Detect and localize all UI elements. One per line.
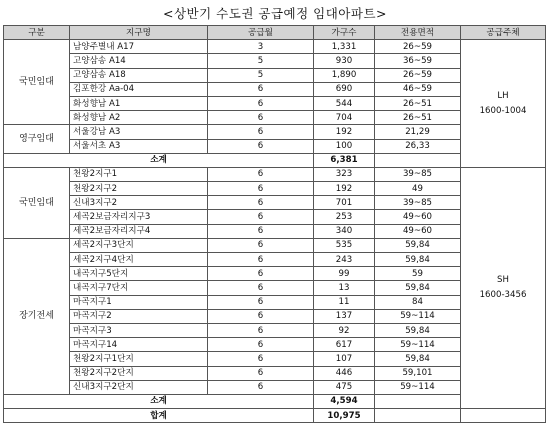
units-cell: 704 [314,111,375,125]
header-supplier: 공급주체 [461,26,546,40]
month-cell: 6 [208,366,314,380]
rental-apartment-table [3,25,546,423]
header-units: 가구수 [314,26,375,40]
total-label: 합계 [4,409,314,423]
total-units: 10,975 [314,409,375,423]
subtotal-units: 6,381 [314,153,375,167]
district-cell: 김포한강 Aa-04 [70,82,208,96]
month-cell: 6 [208,352,314,366]
area-cell: 49~60 [375,224,461,238]
total-area-empty [375,409,461,423]
units-cell: 100 [314,139,375,153]
units-cell: 192 [314,182,375,196]
district-cell: 세곡2보금자리지구3 [70,210,208,224]
month-cell: 6 [208,210,314,224]
subtotal-area-empty [375,394,461,408]
area-cell: 26~51 [375,96,461,110]
units-cell: 99 [314,267,375,281]
area-cell: 59~114 [375,338,461,352]
area-cell: 39~85 [375,167,461,181]
supplier-cell [461,40,546,168]
area-cell: 59,84 [375,281,461,295]
month-cell: 6 [208,82,314,96]
area-cell: 39~85 [375,196,461,210]
district-cell: 마곡지구2 [70,309,208,323]
month-cell: 6 [208,253,314,267]
units-cell: 475 [314,380,375,394]
subtotal-label: 소계 [4,394,314,408]
units-cell: 11 [314,295,375,309]
month-cell: 6 [208,224,314,238]
month-cell: 6 [208,96,314,110]
header-district: 지구명 [70,26,208,40]
units-cell: 1,890 [314,68,375,82]
units-cell: 544 [314,96,375,110]
district-cell: 세곡2보금자리지구4 [70,224,208,238]
district-cell: 남양주별내 A17 [70,40,208,54]
district-cell: 천왕2지구2단지 [70,366,208,380]
area-cell: 26~59 [375,68,461,82]
total-supplier-empty [461,409,546,423]
district-cell: 서울강남 A3 [70,125,208,139]
area-cell: 49~60 [375,210,461,224]
category-cell: 영구임대 [4,125,70,153]
district-cell: 내곡지구7단지 [70,281,208,295]
table-row [4,40,546,54]
subtotal-area-empty [375,153,461,167]
area-cell: 21,29 [375,125,461,139]
header-area: 전용면적 [375,26,461,40]
district-cell: 화성향남 A1 [70,96,208,110]
area-cell: 59~114 [375,380,461,394]
area-cell: 36~59 [375,54,461,68]
supplier-phone: 1600-1004 [479,105,527,116]
area-cell: 59,84 [375,323,461,337]
district-cell: 마곡지구1 [70,295,208,309]
units-cell: 690 [314,82,375,96]
units-cell: 243 [314,253,375,267]
district-cell: 천왕2지구2 [70,182,208,196]
supplier-name: SH [497,274,509,285]
units-cell: 13 [314,281,375,295]
district-cell: 마곡지구14 [70,338,208,352]
month-cell: 6 [208,238,314,252]
page-title: <상반기 수도권 공급예정 임대아파트> [163,6,387,21]
units-cell: 253 [314,210,375,224]
area-cell: 59,101 [375,366,461,380]
units-cell: 446 [314,366,375,380]
units-cell: 1,331 [314,40,375,54]
area-cell: 46~59 [375,82,461,96]
area-cell: 84 [375,295,461,309]
units-cell: 340 [314,224,375,238]
district-cell: 마곡지구3 [70,323,208,337]
units-cell: 107 [314,352,375,366]
area-cell: 26,33 [375,139,461,153]
month-cell: 6 [208,196,314,210]
area-cell: 26~51 [375,111,461,125]
header-row [4,26,546,40]
category-cell: 국민임대 [4,167,70,238]
category-cell: 국민임대 [4,40,70,125]
header-month: 공급월 [208,26,314,40]
month-cell: 6 [208,111,314,125]
area-cell: 59,84 [375,238,461,252]
supplier-phone: 1600-3456 [479,289,527,300]
total-row [4,409,546,423]
district-cell: 세곡2지구3단지 [70,238,208,252]
month-cell: 6 [208,125,314,139]
month-cell: 6 [208,167,314,181]
area-cell: 49 [375,182,461,196]
district-cell: 내곡지구5단지 [70,267,208,281]
units-cell: 323 [314,167,375,181]
subtotal-label: 소계 [4,153,314,167]
district-cell: 신내3지구2 [70,196,208,210]
units-cell: 617 [314,338,375,352]
district-cell: 신내3지구2단지 [70,380,208,394]
units-cell: 137 [314,309,375,323]
month-cell: 6 [208,267,314,281]
supplier-cell [461,167,546,408]
month-cell: 6 [208,139,314,153]
category-cell: 장기전세 [4,238,70,394]
units-cell: 92 [314,323,375,337]
area-cell: 26~59 [375,40,461,54]
area-cell: 59,84 [375,253,461,267]
supplier-name: LH [497,90,509,101]
month-cell: 6 [208,281,314,295]
table-row [4,167,546,181]
district-cell: 화성향남 A2 [70,111,208,125]
subtotal-units: 4,594 [314,394,375,408]
units-cell: 701 [314,196,375,210]
district-cell: 세곡2지구4단지 [70,253,208,267]
header-category: 구분 [4,26,70,40]
district-cell: 천왕2지구1 [70,167,208,181]
month-cell: 6 [208,338,314,352]
month-cell: 6 [208,323,314,337]
table-body [4,40,546,423]
units-cell: 192 [314,125,375,139]
district-cell: 천왕2지구1단지 [70,352,208,366]
month-cell: 6 [208,380,314,394]
month-cell: 6 [208,182,314,196]
month-cell: 3 [208,40,314,54]
units-cell: 930 [314,54,375,68]
district-cell: 고양삼송 A18 [70,68,208,82]
area-cell: 59 [375,267,461,281]
area-cell: 59,84 [375,352,461,366]
units-cell: 535 [314,238,375,252]
month-cell: 6 [208,295,314,309]
district-cell: 고양삼송 A14 [70,54,208,68]
month-cell: 5 [208,68,314,82]
district-cell: 서울서초 A3 [70,139,208,153]
area-cell: 59~114 [375,309,461,323]
month-cell: 5 [208,54,314,68]
month-cell: 6 [208,309,314,323]
